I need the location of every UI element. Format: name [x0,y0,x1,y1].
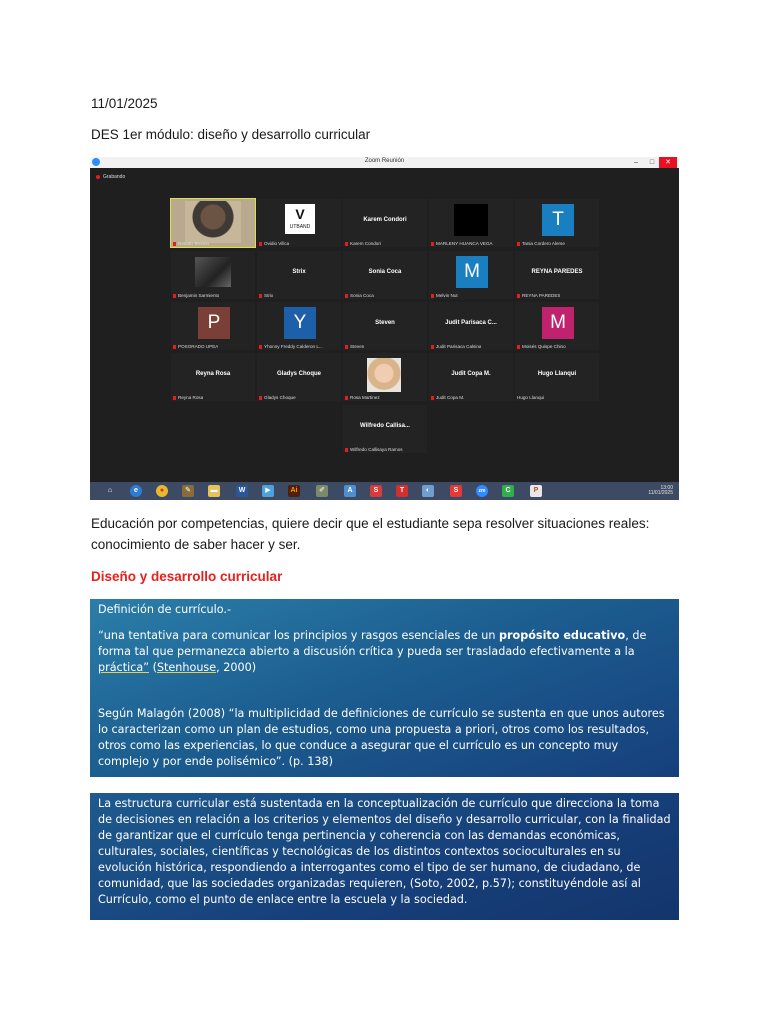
participant-label-text: Reyna Rosa [178,395,204,400]
participant-label-text: Judit Copa M. [436,395,465,400]
taskbar-time: 13:00 [660,485,673,491]
participant-name: Wilfredo Callisa... [360,423,410,429]
paragraph-line-1: Educación por competencias, quiere decir que el estudiante sepa resolver situaciones reales: [91,516,650,531]
participant-label [517,344,566,349]
participant-avatar: Y [284,307,316,339]
participant-avatar: M [542,307,574,339]
participant-tile[interactable] [343,302,427,350]
app-red-icon[interactable]: S [370,485,382,497]
participant-photo [367,358,401,392]
muted-mic-icon [517,345,520,349]
zoom-window-title: Zoom Reunión [364,158,405,164]
participant-avatar: P [198,307,230,339]
section-title: Diseño y desarrollo curricular [91,569,283,584]
participant-label-text: Moisés Quispe Chino [522,344,566,349]
word-icon[interactable]: W [236,485,248,497]
participant-label-text: Benjamin Sarmiento [178,293,220,298]
participant-tile[interactable] [257,251,341,299]
participant-label-text: Melvin Nut [436,293,458,298]
participant-label-text: POSGRADO UPEA [178,344,219,349]
participant-label [259,241,289,246]
participant-label-text: Gladys Choque [264,395,296,400]
participant-label-text: Hugo Llanqui [517,395,545,400]
participant-tile[interactable] [343,199,427,247]
powerpoint-icon[interactable]: P [530,485,542,497]
participant-tile[interactable] [343,405,427,453]
participant-label-text: Sonia Coca [350,293,374,298]
document-heading: DES 1er módulo: diseño y desarrollo curricular [91,127,371,142]
illustrator-icon[interactable]: Ai [288,485,300,497]
participant-label-text: Rosa Martinez [350,395,380,400]
participant-tile[interactable] [171,199,255,247]
participant-label [173,344,218,349]
participant-name: Steven [375,320,395,326]
participant-label-text: Renato Tenorio [178,241,210,246]
participant-tile[interactable] [429,199,513,247]
participant-label [259,395,296,400]
quote-bold: propósito educativo [499,629,626,642]
participant-label [345,293,374,298]
participant-label-text: Tania Cordero Alerse [522,241,565,246]
zoom-meeting-screenshot [90,157,679,500]
muted-mic-icon [345,396,348,400]
participant-label-text: Judit Parisaca Calsina [436,344,482,349]
participant-name: Judit Parisaca C... [445,320,497,326]
participant-label-text: MARLENY HUANCA VEGA [436,241,493,246]
participant-tile[interactable] [429,302,513,350]
participant-label [259,344,323,349]
participant-name: Judit Copa M. [451,371,491,377]
muted-mic-icon [259,294,262,298]
tools-icon[interactable]: ✎ [182,485,194,497]
chrome-icon[interactable]: ● [156,485,168,497]
zoom-title-bar [90,157,679,168]
participant-tile[interactable] [257,353,341,401]
internet-explorer-icon[interactable]: e [130,485,142,497]
slide2-text: La estructura curricular está sustentada en la conceptualización de currículo que direcciona la toma de decisiones en relación a los criterios y elementos del diseño y desarrollo curricular, con la finalidad de garantizar que el currículo tenga pertinencia y coherencia con las demandas económicas, culturales, sociales, científicas y tecnológicas de los distintos contextos socioculturales en su evolución histórica, respondiendo a interrogantes como el tipo de ser humano, de ciudadano, de comunidad, que las sociedades organizadas requieren, (Soto, 2002, p.57); constituyéndole así al Currículo, como el punto de enlace entre la escuela y la sociedad. [98,797,671,906]
participant-label [345,395,380,400]
participant-tile[interactable] [429,353,513,401]
participant-name: REYNA PAREDES [531,269,583,275]
font-tool-icon[interactable]: A [344,485,356,497]
media-icon[interactable]: ▶ [262,485,274,497]
participant-tile[interactable] [171,251,255,299]
muted-mic-icon [345,242,348,246]
muted-mic-icon [431,294,434,298]
muted-mic-icon [431,345,434,349]
participant-tile[interactable] [429,251,513,299]
stenhouse-quote [98,628,671,676]
participant-avatar: T [542,204,574,236]
camtasia-icon[interactable]: C [502,485,514,497]
participant-label [345,344,364,349]
participant-tile[interactable] [515,302,599,350]
participant-tile[interactable] [171,302,255,350]
curriculum-definition-slide [90,599,679,777]
muted-mic-icon [431,396,434,400]
participant-label [173,395,203,400]
participant-tile[interactable] [343,251,427,299]
institution-logo-icon: V UTBAND [285,204,315,234]
slide1-heading: Definición de currículo.- [98,603,231,616]
participant-label [431,293,458,298]
participant-tile[interactable] [515,251,599,299]
participant-label-text: Karem Condori [350,241,381,246]
folder-icon[interactable]: ▬ [208,485,220,497]
close-icon[interactable]: ✕ [659,157,677,168]
participant-label [431,241,493,246]
muted-mic-icon [259,345,262,349]
muted-mic-icon [431,242,434,246]
participant-name: Karem Condori [363,217,407,223]
muted-mic-icon [173,242,176,246]
muted-mic-icon [345,345,348,349]
taskbar-clock [648,486,673,496]
participant-label [345,241,381,246]
participant-label [173,241,209,246]
quote-part-a: “una tentativa para comunicar los principios y rasgos esenciales de un [98,629,500,642]
quote-part-c: ( [149,661,157,674]
pen-tool-icon[interactable]: ✐ [316,485,328,497]
participant-label-text: Wilfredo Callisaya Ramos [350,447,403,452]
participant-label [259,293,273,298]
curricular-structure-slide [90,793,679,920]
app-s-icon[interactable]: S [450,485,462,497]
participant-video [185,201,241,243]
participant-tile[interactable] [515,199,599,247]
participant-tile[interactable] [257,302,341,350]
quote-part-b: , de forma tal que permanezca abierto a discusión crítica y pueda ser trasladado efectivamente a la [98,629,647,658]
muted-mic-icon [259,242,262,246]
participant-label [517,241,565,246]
participant-label [431,395,464,400]
participant-tile[interactable] [343,353,427,401]
document-date: 11/01/2025 [91,96,158,111]
camera-off-black [454,204,488,236]
muted-mic-icon [173,396,176,400]
participant-label [517,395,544,400]
taskbar-date: 11/01/2025 [648,490,673,496]
participant-label-text: Ovidio Villca [264,241,290,246]
participant-name: Gladys Choque [276,371,321,377]
record-dot-icon [96,175,100,179]
participant-label-text: Steven [350,344,365,349]
participant-label [345,447,403,452]
participant-photo [195,257,231,287]
participant-label [517,293,560,298]
app-t-icon[interactable]: T [396,485,408,497]
participant-name: Sonia Coca [368,269,402,275]
muted-mic-icon [345,448,348,452]
participant-label-text: REYNA PAREDES [522,293,561,298]
quote-underlined-practica: práctica” [98,661,150,674]
participant-name: Hugo Llanqui [537,371,577,377]
minimize-icon[interactable]: – [634,159,638,166]
app-blue-icon[interactable]: ◐ [422,485,434,497]
home-icon[interactable]: ⌂ [107,487,113,494]
logo-text: UTBAND [289,224,311,230]
paragraph-line-2: conocimiento de saber hacer y ser. [91,537,301,552]
participant-tile[interactable] [515,353,599,401]
recording-indicator [96,174,125,180]
quote-part-d: , 2000) [216,661,257,674]
muted-mic-icon [517,294,520,298]
muted-mic-icon [517,242,520,246]
maximize-icon[interactable]: □ [649,159,655,166]
participant-avatar: M [456,256,488,288]
participant-tile[interactable] [171,353,255,401]
recording-label: Grabando [103,174,126,180]
malagon-quote: Según Malagón (2008) “la multiplicidad de definiciones de currículo se sustenta en que unos autores lo caracterizan como un plan de estudios, como una propuesta a priori, otros como los resultados, otros como las experiencias, lo que conduce a asegurar que el currículo es un concepto muy complejo y por ende polisémico”. (p. 138) [98,707,665,768]
muted-mic-icon [259,396,262,400]
participant-tile[interactable] [257,199,341,247]
participant-label [173,293,219,298]
participant-label-text: Strix [264,293,274,298]
muted-mic-icon [345,294,348,298]
muted-mic-icon [173,345,176,349]
zoom-app-icon[interactable]: zm [476,485,488,497]
windows-taskbar [90,482,679,500]
participant-label-text: Yhonny Freddy Calderon L... [264,344,323,349]
participant-name: Strix [292,269,306,275]
muted-mic-icon [173,294,176,298]
participant-name: Reyna Rosa [195,371,231,377]
participant-label [431,344,481,349]
quote-underlined-stenhouse: Stenhouse [156,661,217,674]
